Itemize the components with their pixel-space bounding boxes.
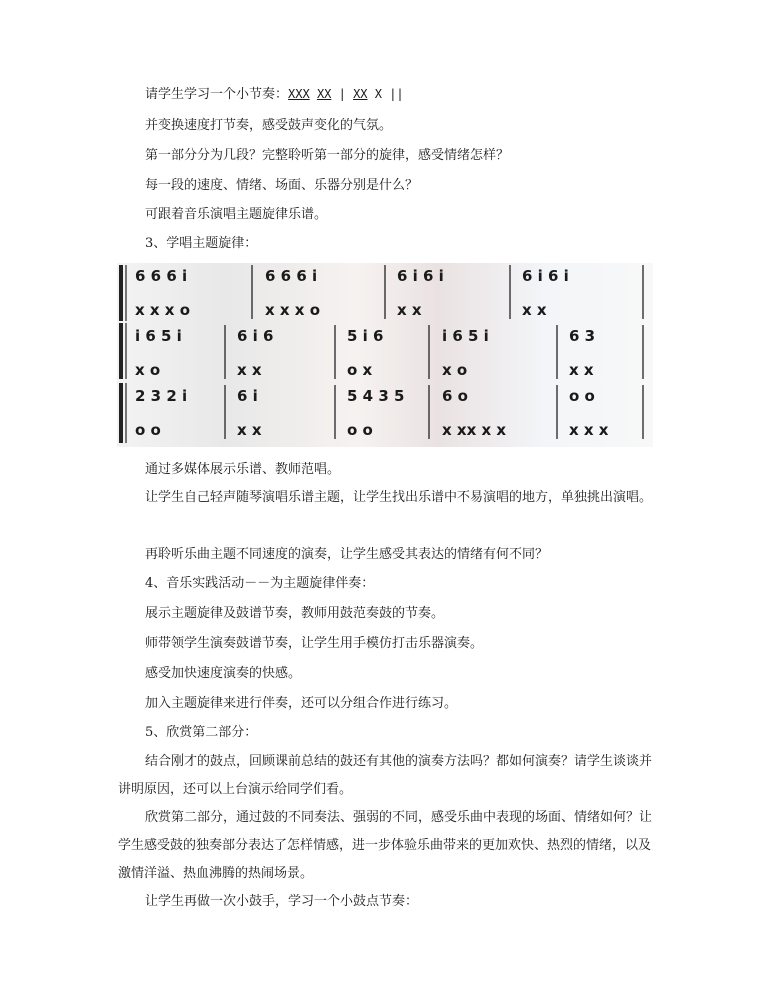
score-melody-measure: 6 i	[237, 387, 258, 405]
score-melody-measure: 6 6 6 i	[135, 267, 188, 285]
score-drum-measure: o o	[347, 421, 373, 439]
score-drum-measure: x x	[522, 301, 547, 319]
section-heading-5: 5、欣赏第二部分：	[145, 725, 258, 740]
paragraph: 并变换速度打节奏，感受鼓声变化的气氛。	[145, 118, 393, 133]
score-drum-measure: x o	[442, 361, 468, 379]
section-heading-4: 4、音乐实践活动－－为主题旋律伴奏：	[145, 576, 375, 591]
score-melody-measure: 6 3	[569, 327, 596, 345]
paragraph: 可跟着音乐演唱主题旋律乐谱。	[145, 207, 328, 222]
score-drum-measure: x x x o	[265, 301, 320, 319]
score-drum-measure: o x	[347, 361, 373, 379]
score-melody-measure: 6 i 6 i	[522, 267, 569, 285]
music-score-svg	[117, 263, 653, 447]
paragraph: 让学生再做一次小鼓手，学习一个小鼓点节奏：	[145, 894, 419, 909]
score-drum-measure: o o	[135, 421, 161, 439]
paragraph: 感受加快速度演奏的快感。	[145, 666, 302, 681]
score-melody-measure: 6 6 6 i	[265, 267, 318, 285]
paragraph-text: 请学生学习一个小节奏：	[145, 87, 289, 102]
score-melody-measure: 2 3 2 i	[135, 387, 188, 405]
score-drum-measure: x x x	[569, 421, 609, 439]
score-drum-measure: x o	[135, 361, 161, 379]
score-drum-measure: x x	[237, 421, 262, 439]
score-melody-measure: i 6 5 i	[442, 327, 489, 345]
paragraph: 第一部分分为几段？完整聆听第一部分的旋律，感受情绪怎样？	[145, 148, 510, 163]
paragraph: 让学生自己轻声随琴演唱乐谱主题，让学生找出乐谱中不易演唱的地方，单独挑出演唱。	[145, 490, 653, 505]
section-heading-3: 3、学唱主题旋律：	[145, 236, 258, 251]
score-melody-measure: o o	[569, 387, 595, 405]
score-melody-measure: 6 o	[442, 387, 468, 405]
paragraph: 每一段的速度、情绪、场面、乐器分别是什么？	[145, 178, 419, 193]
music-score-image	[117, 263, 653, 447]
paragraph: 展示主题旋律及鼓谱节奏，教师用鼓范奏鼓的节奏。	[145, 606, 445, 621]
paragraph: 再聆听乐曲主题不同速度的演奏，让学生感受其表达的情绪有何不同？	[145, 547, 549, 562]
score-melody-measure: 5 4 3 5	[347, 387, 405, 405]
paragraph: 结合刚才的鼓点，回顾课前总结的鼓还有其他的演奏方法吗？都如何演奏？请学生谈谈并讲明原因，还可以上台演示给同学们看。	[118, 754, 653, 797]
score-drum-measure: x xx x x	[442, 421, 507, 439]
paragraph: 加入主题旋律来进行伴奏，还可以分组合作进行练习。	[145, 696, 458, 711]
score-drum-measure: x x x o	[135, 301, 190, 319]
paragraph: 通过多媒体展示乐谱、教师范唱。	[145, 462, 341, 477]
paragraph: 师带领学生演奏鼓谱节奏，让学生用手模仿打击乐器演奏。	[145, 636, 484, 651]
score-melody-measure: 5 i 6	[347, 327, 384, 345]
rhythm-notation: XXX XX | XX X ||	[288, 87, 404, 101]
score-drum-measure: x x	[237, 361, 262, 379]
score-melody-measure: 6 i 6 i	[397, 267, 444, 285]
score-melody-measure: 6 i 6	[237, 327, 274, 345]
score-drum-measure: x x	[397, 301, 422, 319]
paragraph: 欣赏第二部分，通过鼓的不同奏法、强弱的不同，感受乐曲中表现的场面、情绪如何？让学生感受鼓的独奏部分表达了怎样情感，进一步体验乐曲带来的更加欢快、热烈的情绪，以及激情洋溢、热血沸腾的热闹场景。	[118, 810, 653, 881]
score-melody-measure: i 6 5 i	[135, 327, 182, 345]
paragraph-rhythm-intro	[118, 80, 658, 109]
score-drum-measure: x x	[569, 361, 594, 379]
